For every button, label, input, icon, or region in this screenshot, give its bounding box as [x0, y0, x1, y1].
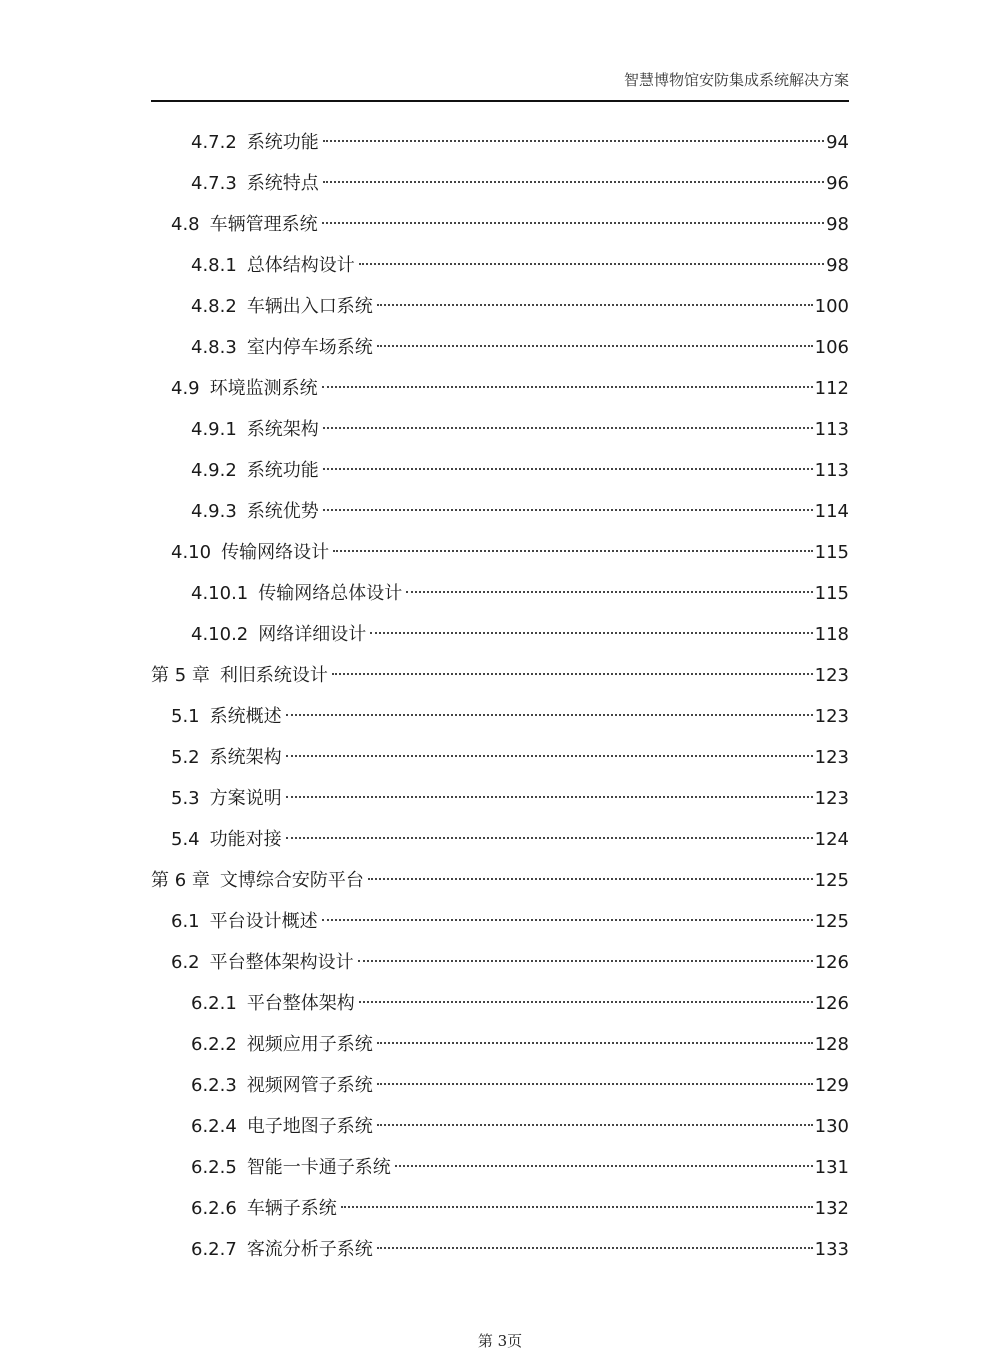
toc-entry-title: 方案说明: [209, 788, 282, 809]
toc-entry[interactable]: [151, 819, 849, 860]
toc-entry-page: 130: [814, 1116, 849, 1137]
toc-entry-page: 123: [814, 788, 849, 809]
toc-entry-title: 系统优势: [246, 501, 319, 522]
toc-entry-number: 4.9.3: [191, 501, 237, 522]
toc-entry-number: 4.8.3: [191, 337, 237, 358]
toc-dot-leader: [395, 1165, 813, 1167]
toc-dot-leader: [322, 919, 813, 921]
toc-dot-leader: [359, 263, 824, 265]
toc-entry-number: 6.2.6: [191, 1198, 237, 1219]
toc-entry-number: 6.2.1: [191, 993, 237, 1014]
toc-entry-page: 96: [826, 173, 849, 194]
toc-entry-title: 传输网络总体设计: [258, 583, 403, 604]
toc-entry-page: 123: [814, 665, 849, 686]
toc-dot-leader: [368, 878, 813, 880]
toc-entry-page: 133: [814, 1239, 849, 1260]
toc-entry[interactable]: [151, 737, 849, 778]
toc-entry-page: 129: [814, 1075, 849, 1096]
toc-entry-title: 利旧系统设计: [219, 665, 328, 686]
toc-entry-title: 视频网管子系统: [246, 1075, 373, 1096]
toc-entry[interactable]: [151, 983, 849, 1024]
toc-entry-number: 4.10.2: [191, 624, 249, 645]
toc-entry[interactable]: [151, 204, 849, 245]
toc-entry[interactable]: [151, 614, 849, 655]
toc-dot-leader: [359, 1001, 813, 1003]
toc-entry-title: 车辆管理系统: [209, 214, 318, 235]
toc-entry[interactable]: [151, 901, 849, 942]
toc-dot-leader: [377, 1124, 813, 1126]
toc-entry-title: 总体结构设计: [246, 255, 355, 276]
toc-entry-title: 室内停车场系统: [246, 337, 373, 358]
toc-entry-title: 系统功能: [246, 460, 319, 481]
toc-entry[interactable]: [151, 860, 849, 901]
toc-entry-page: 115: [814, 583, 849, 604]
toc-entry-title: 客流分析子系统: [246, 1239, 373, 1260]
toc-dot-leader: [286, 755, 813, 757]
toc-entry-page: 125: [814, 911, 849, 932]
toc-entry-number: 6.2.4: [191, 1116, 237, 1137]
toc-dot-leader: [377, 1083, 813, 1085]
toc-entry-page: 114: [814, 501, 849, 522]
toc-entry-page: 125: [814, 870, 849, 891]
toc-entry-page: 126: [814, 993, 849, 1014]
toc-entry-number: 5.1: [171, 706, 200, 727]
toc-entry[interactable]: [151, 1147, 849, 1188]
toc-entry-title: 视频应用子系统: [246, 1034, 373, 1055]
toc-entry-number: 5.2: [171, 747, 200, 768]
toc-entry-page: 112: [814, 378, 849, 399]
toc-entry-page: 113: [814, 460, 849, 481]
toc-entry-number: 6.1: [171, 911, 200, 932]
toc-dot-leader: [286, 837, 813, 839]
toc-entry-title: 系统架构: [209, 747, 282, 768]
toc-entry-title: 车辆子系统: [246, 1198, 337, 1219]
toc-entry-title: 平台整体架构设计: [209, 952, 354, 973]
toc-dot-leader: [286, 796, 813, 798]
toc-entry-number: 第 6 章: [151, 870, 210, 891]
toc-entry-title: 系统特点: [246, 173, 319, 194]
toc-entry-number: 6.2.7: [191, 1239, 237, 1260]
toc-dot-leader: [377, 345, 813, 347]
toc-dot-leader: [322, 386, 813, 388]
toc-entry-number: 4.10.1: [191, 583, 249, 604]
toc-dot-leader: [323, 181, 824, 183]
toc-entry[interactable]: [151, 655, 849, 696]
toc-dot-leader: [286, 714, 813, 716]
toc-entry-title: 智能一卡通子系统: [246, 1157, 391, 1178]
toc-dot-leader: [377, 1247, 813, 1249]
toc-entry-number: 6.2.2: [191, 1034, 237, 1055]
toc-entry-number: 5.3: [171, 788, 200, 809]
toc-entry[interactable]: [151, 491, 849, 532]
toc-entry-page: 123: [814, 747, 849, 768]
toc-entry-number: 4.8: [171, 214, 200, 235]
toc-entry-number: 4.9: [171, 378, 200, 399]
toc-dot-leader: [341, 1206, 813, 1208]
header-divider: [151, 100, 849, 102]
toc-entry-page: 124: [814, 829, 849, 850]
toc-entry-title: 平台设计概述: [209, 911, 318, 932]
toc-entry-number: 4.9.1: [191, 419, 237, 440]
toc-entry-title: 平台整体架构: [246, 993, 355, 1014]
toc-entry-title: 系统功能: [246, 132, 319, 153]
toc-entry-title: 环境监测系统: [209, 378, 318, 399]
toc-entry-page: 131: [814, 1157, 849, 1178]
toc-dot-leader: [370, 632, 812, 634]
toc-dot-leader: [323, 509, 813, 511]
toc-entry-page: 106: [814, 337, 849, 358]
toc-entry-page: 123: [814, 706, 849, 727]
toc-entry-page: 94: [826, 132, 849, 153]
toc-entry[interactable]: [151, 409, 849, 450]
toc-entry-page: 132: [814, 1198, 849, 1219]
toc-entry-title: 系统架构: [246, 419, 319, 440]
toc-entry-number: 6.2.3: [191, 1075, 237, 1096]
toc-dot-leader: [323, 468, 813, 470]
toc-entry-page: 113: [814, 419, 849, 440]
table-of-contents: [151, 122, 849, 1270]
toc-entry-number: 第 5 章: [151, 665, 210, 686]
toc-entry-number: 4.8.2: [191, 296, 237, 317]
toc-entry-title: 车辆出入口系统: [246, 296, 373, 317]
toc-entry-number: 4.10: [171, 542, 212, 563]
page-number: 第 3页: [477, 1332, 523, 1350]
toc-entry[interactable]: [151, 327, 849, 368]
toc-dot-leader: [323, 427, 813, 429]
toc-entry-page: 128: [814, 1034, 849, 1055]
toc-entry-number: 4.8.1: [191, 255, 237, 276]
toc-entry[interactable]: [151, 368, 849, 409]
toc-entry-number: 4.9.2: [191, 460, 237, 481]
toc-dot-leader: [377, 304, 813, 306]
toc-dot-leader: [377, 1042, 813, 1044]
toc-entry-title: 功能对接: [209, 829, 282, 850]
toc-entry-page: 118: [814, 624, 849, 645]
toc-dot-leader: [333, 550, 813, 552]
toc-entry-number: 6.2.5: [191, 1157, 237, 1178]
toc-entry[interactable]: [151, 696, 849, 737]
toc-entry[interactable]: [151, 1188, 849, 1229]
toc-entry-title: 系统概述: [209, 706, 282, 727]
toc-entry[interactable]: [151, 1106, 849, 1147]
toc-entry[interactable]: [151, 450, 849, 491]
toc-dot-leader: [358, 960, 813, 962]
toc-entry-page: 115: [814, 542, 849, 563]
toc-entry[interactable]: [151, 1024, 849, 1065]
toc-entry[interactable]: [151, 532, 849, 573]
toc-entry[interactable]: [151, 286, 849, 327]
toc-entry-number: 4.7.3: [191, 173, 237, 194]
toc-entry[interactable]: [151, 942, 849, 983]
document-header-title: 智慧博物馆安防集成系统解决方案: [623, 71, 849, 89]
toc-dot-leader: [323, 140, 824, 142]
toc-entry-page: 100: [814, 296, 849, 317]
toc-entry[interactable]: [151, 573, 849, 614]
toc-entry-number: 5.4: [171, 829, 200, 850]
toc-entry[interactable]: [151, 778, 849, 819]
toc-entry[interactable]: [151, 163, 849, 204]
toc-entry-number: 6.2: [171, 952, 200, 973]
toc-entry[interactable]: [151, 1229, 849, 1270]
toc-entry-number: 4.7.2: [191, 132, 237, 153]
toc-entry[interactable]: [151, 122, 849, 163]
toc-entry-page: 98: [826, 214, 849, 235]
toc-entry[interactable]: [151, 245, 849, 286]
toc-entry-title: 电子地图子系统: [246, 1116, 373, 1137]
toc-dot-leader: [406, 591, 812, 593]
toc-dot-leader: [322, 222, 824, 224]
toc-entry[interactable]: [151, 1065, 849, 1106]
toc-entry-title: 传输网络设计: [221, 542, 330, 563]
toc-entry-page: 126: [814, 952, 849, 973]
toc-dot-leader: [332, 673, 813, 675]
toc-entry-title: 网络详细设计: [258, 624, 367, 645]
toc-entry-page: 98: [826, 255, 849, 276]
toc-entry-title: 文博综合安防平台: [219, 870, 364, 891]
